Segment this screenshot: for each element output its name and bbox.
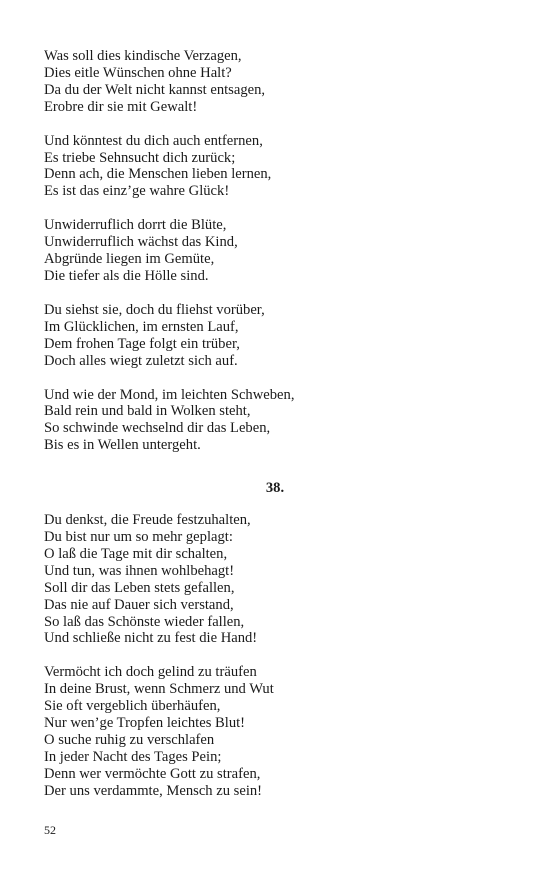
verse-line: So schwinde wechselnd dir das Leben,: [44, 420, 271, 437]
stanza: [44, 48, 484, 116]
verse-line: Und könntest du dich auch entfernen,: [44, 132, 263, 149]
verse-line: Denn wer vermöchte Gott zu strafen,: [44, 765, 261, 782]
verse-line: Und tun, was ihnen wohlbehagt!: [44, 562, 235, 579]
stanza: [44, 133, 484, 201]
verse-line: Bald rein und bald in Wolken steht,: [44, 403, 251, 420]
verse-line: Du denkst, die Freude festzuhalten,: [44, 512, 251, 529]
verse-line: In jeder Nacht des Tages Pein;: [44, 748, 222, 765]
verse-line: Dem frohen Tage folgt ein trüber,: [44, 335, 240, 352]
verse-line: Soll dir das Leben stets gefallen,: [44, 579, 235, 596]
verse-line: Sie oft vergeblich überhäufen,: [44, 698, 221, 715]
verse-line: Im Glücklichen, im ernsten Lauf,: [44, 318, 239, 335]
verse-line: So laß das Schönste wieder fallen,: [44, 613, 245, 630]
verse-line: Vermöcht ich doch gelind zu träufen: [44, 664, 257, 681]
verse-line: Bis es in Wellen untergeht.: [44, 437, 201, 454]
verse-line: Nur wen’ge Tropfen leichtes Blut!: [44, 715, 246, 732]
poem-part-1: [44, 48, 484, 454]
verse-line: O laß die Tage mit dir schalten,: [44, 545, 228, 562]
stanza: [44, 302, 484, 370]
verse-line: Dies eitle Wünschen ohne Halt?: [44, 64, 232, 81]
stanza: [44, 387, 484, 455]
verse-line: O suche ruhig zu verschlafen: [44, 732, 215, 748]
page-number: 52: [44, 823, 56, 837]
verse-line: Doch alles wiegt zuletzt sich auf.: [44, 352, 238, 369]
verse-line: Du siehst sie, doch du fliehst vorüber,: [44, 301, 265, 318]
verse-line: Es triebe Sehnsucht dich zurück;: [44, 149, 236, 166]
verse-line: Unwiderruflich wächst das Kind,: [44, 234, 238, 251]
poem-number: 38.: [265, 480, 285, 497]
page-content: [44, 48, 484, 800]
verse-line: In deine Brust, wenn Schmerz und Wut: [44, 681, 274, 698]
verse-line: Du bist nur um so mehr geplagt:: [44, 529, 233, 546]
stanza: [44, 664, 484, 799]
verse-line: Was soll dies kindische Verzagen,: [44, 48, 242, 64]
verse-line: Und wie der Mond, im leichten Schweben,: [44, 386, 295, 403]
verse-line: Es ist das einz’ge wahre Glück!: [44, 183, 230, 200]
verse-line: Das nie auf Dauer sich verstand,: [44, 596, 234, 613]
poem-part-2: [44, 512, 484, 800]
verse-line: Der uns verdammte, Mensch zu sein!: [44, 782, 263, 799]
verse-line: Die tiefer als die Hölle sind.: [44, 267, 209, 284]
verse-line: Denn ach, die Menschen lieben lernen,: [44, 166, 272, 183]
verse-line: Erobre dir sie mit Gewalt!: [44, 98, 198, 115]
verse-line: Unwiderruflich dorrt die Blüte,: [44, 217, 227, 234]
verse-line: Abgründe liegen im Gemüte,: [44, 251, 215, 268]
verse-line: Da du der Welt nicht kannst entsagen,: [44, 81, 266, 98]
stanza: [44, 512, 484, 647]
stanza: [44, 217, 484, 285]
verse-line: Und schließe nicht zu fest die Hand!: [44, 630, 258, 647]
